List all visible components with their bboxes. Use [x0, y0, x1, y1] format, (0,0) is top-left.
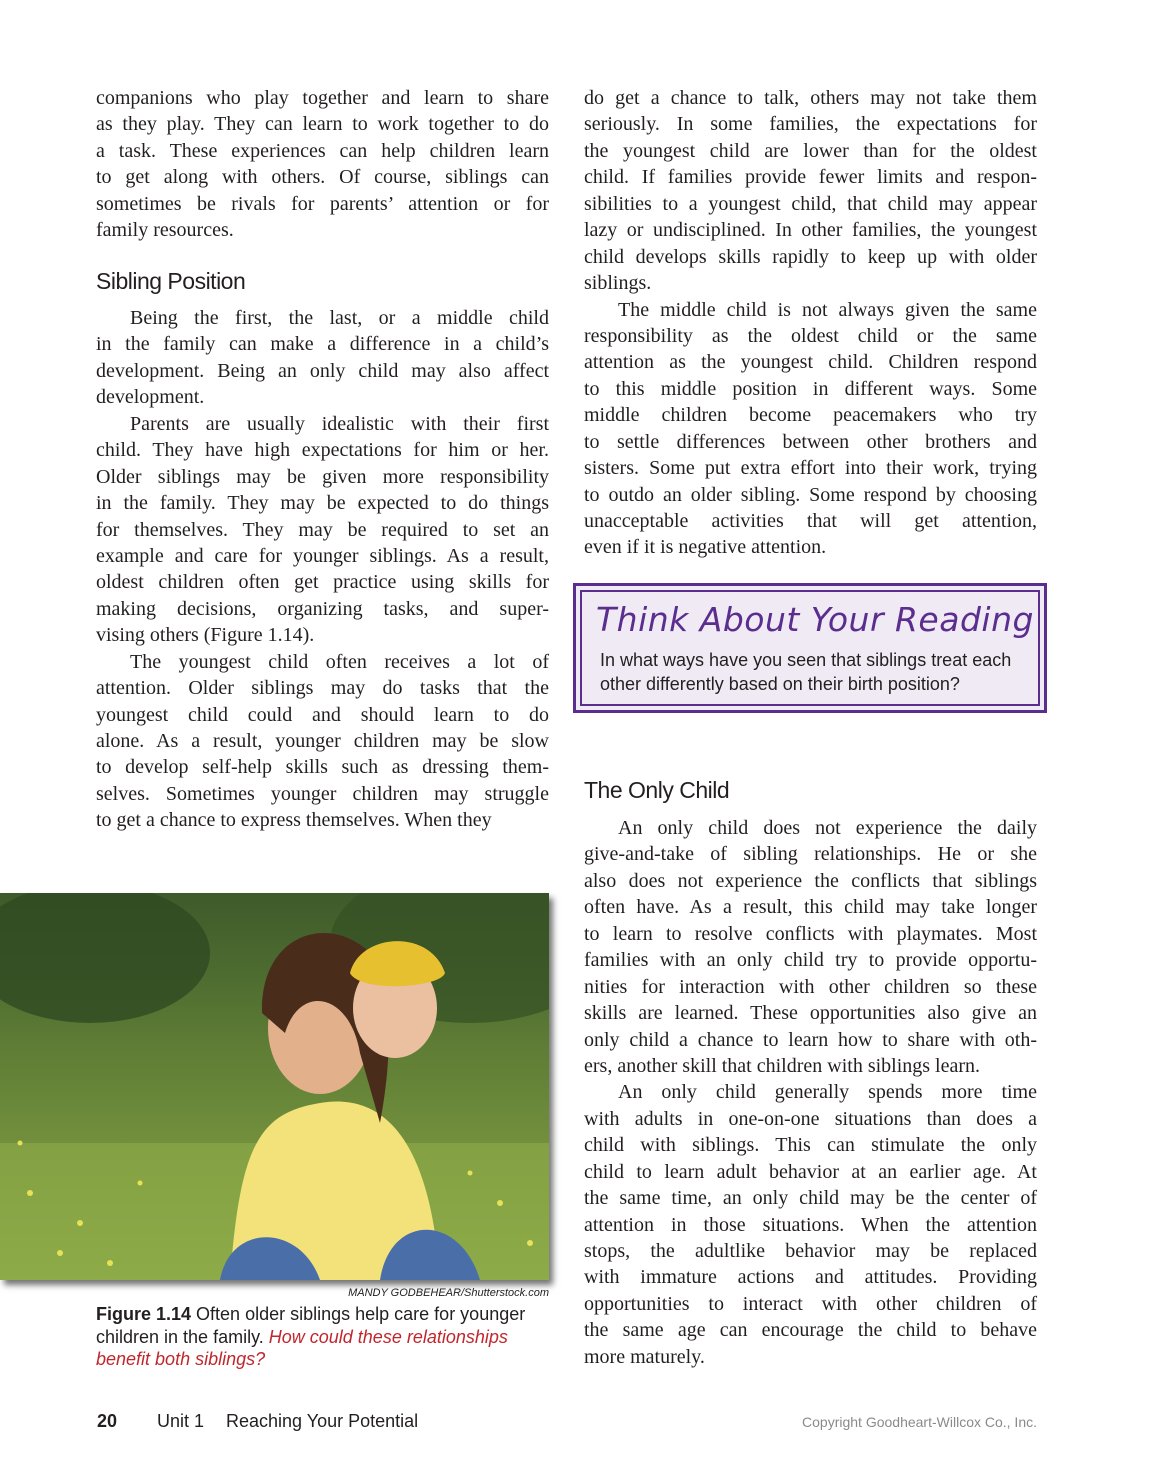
text-line: attention in those situations. When the attention: [584, 1213, 1037, 1236]
text-line: seriously. In some families, the expectations for: [584, 113, 1037, 136]
text-line: lazy or undisciplined. In other families, the youngest: [584, 219, 1037, 242]
photo-credit: MANDY GODBEHEAR/Shutterstock.com: [348, 1287, 549, 1299]
text-line: family resources.: [96, 219, 234, 242]
text-line: example and care for younger siblings. As a result,: [96, 544, 549, 567]
text-line: to get a chance to express themselves. When they: [96, 809, 492, 832]
heading-only-child: The Only Child: [584, 777, 730, 803]
text-line: oldest children often get practice using skills for: [96, 571, 549, 594]
text-line: middle children become peacemakers who try: [584, 404, 1037, 427]
text-line: sometimes be rivals for parents’ attention or for: [96, 192, 549, 215]
text-line: opportunities to interact with other children of: [584, 1292, 1037, 1315]
text-line: ers, another skill that children with siblings learn.: [584, 1054, 981, 1077]
text-line: skills are learned. These opportunities also give an: [584, 1002, 1037, 1025]
right-body-top: [584, 85, 1037, 561]
heading-sibling-position: Sibling Position: [96, 268, 246, 294]
text-line: a task. These experiences can help children learn: [96, 139, 549, 162]
text-line: give-and-take of sibling relationships. He or she: [584, 843, 1037, 866]
text-line: Parents are usually idealistic with their first: [130, 412, 549, 435]
caption-question: How could these relationships benefit both siblings?: [96, 1326, 508, 1369]
text-line: siblings.: [584, 272, 652, 295]
figure-photo: [0, 893, 549, 1280]
text-line: responsibility as the oldest child or the same: [584, 324, 1037, 347]
text-line: child with siblings. This can stimulate the only: [584, 1134, 1037, 1157]
text-line: also does not experience the conflicts that siblings: [584, 869, 1037, 892]
text-line: child. If families provide fewer limits and respon-: [584, 166, 1037, 189]
text-line: selves. Sometimes younger children may struggle: [96, 782, 549, 805]
text-line: child develops skills rapidly to keep up with older: [584, 245, 1037, 268]
think-about-your-reading-box: [573, 583, 1047, 713]
text-line: child. They have high expectations for him or her.: [96, 439, 549, 462]
text-line: the youngest child are lower than for the oldest: [584, 139, 1037, 162]
left-intro: [96, 85, 549, 244]
text-line: often have. As a result, this child may take longer: [584, 896, 1037, 919]
text-line: nities for interaction with other children so these: [584, 975, 1037, 998]
text-line: in the family can make a difference in a child’s: [96, 333, 549, 356]
text-line: for themselves. They may be required to set an: [96, 518, 549, 541]
figure-caption: [96, 1303, 556, 1371]
text-line: sibilities to a youngest child, that child may appear: [584, 192, 1037, 215]
caption-text: Often older siblings help care for younger children in the family.: [96, 1304, 526, 1347]
text-line: development. Being an only child may also affect: [96, 359, 549, 382]
text-line: unacceptable activities that will get attention,: [584, 510, 1037, 532]
text-line: The middle child is not always given the same: [618, 298, 1037, 321]
photo-illustration: [0, 893, 549, 1280]
text-line: attention as the youngest child. Children respond: [584, 351, 1037, 374]
text-line: development.: [96, 386, 205, 409]
text-line: companions who play together and learn to share: [96, 87, 549, 109]
text-line: only child a chance to learn how to share with oth-: [584, 1028, 1037, 1051]
text-line: youngest child could and should learn to do: [96, 703, 549, 726]
box-text: In what ways have you seen that siblings treat each other differently based on their birth position?: [600, 650, 1012, 694]
left-body: [96, 305, 549, 834]
text-line: child to learn adult behavior at an earlier age. At: [584, 1160, 1037, 1183]
text-line: Being the first, the last, or a middle child: [130, 307, 549, 329]
right-body-only-child: [584, 815, 1037, 1370]
text-line: The youngest child often receives a lot of: [130, 650, 549, 673]
text-line: to develop self-help skills such as dressing them-: [96, 756, 549, 779]
text-line: attention. Older siblings may do tasks that the: [96, 677, 549, 700]
text-line: to learn to resolve conflicts with playmates. Most: [584, 922, 1037, 945]
text-line: alone. As a result, younger children may be slow: [96, 730, 549, 752]
text-line: to outdo an older sibling. Some respond by choosing: [584, 483, 1037, 506]
unit-title: Reaching Your Potential: [226, 1411, 419, 1431]
text-line: the same time, an only child may be the center of: [584, 1187, 1037, 1210]
text-line: do get a chance to talk, others may not take them: [584, 87, 1037, 109]
text-line: with adults in one-on-one situations than does a: [584, 1107, 1037, 1130]
text-line: with immature actions and attitudes. Providing: [584, 1266, 1037, 1289]
figure-label: Figure 1.14: [96, 1304, 192, 1324]
text-line: to this middle position in different ways. Some: [584, 377, 1037, 400]
text-line: stops, the adultlike behavior may be replaced: [584, 1240, 1037, 1262]
text-line: more maturely.: [584, 1345, 705, 1368]
box-title: Think About Your Reading: [596, 600, 1034, 639]
text-line: to settle differences between other brothers and: [584, 430, 1037, 453]
text-line: the same age can encourage the child to behave: [584, 1319, 1037, 1342]
text-line: to get along with others. Of course, siblings can: [96, 166, 549, 189]
text-line: in the family. They may be expected to do things: [96, 492, 549, 515]
text-line: An only child does not experience the daily: [618, 817, 1037, 839]
unit-label: Unit 1: [157, 1411, 205, 1431]
text-line: even if it is negative attention.: [584, 536, 827, 559]
text-line: families with an only child try to provide opportu-: [584, 949, 1037, 972]
text-line: sisters. Some put extra effort into their work, trying: [584, 457, 1037, 480]
page-number: 20: [97, 1411, 118, 1431]
copyright: Copyright Goodheart-Willcox Co., Inc.: [802, 1414, 1037, 1430]
text-line: vising others (Figure 1.14).: [96, 624, 315, 647]
text-line: as they play. They can learn to work together to do: [96, 113, 549, 136]
text-line: Older siblings may be given more responsibility: [96, 465, 549, 488]
text-line: making decisions, organizing tasks, and super-: [96, 597, 549, 620]
text-line: An only child generally spends more time: [618, 1081, 1037, 1104]
